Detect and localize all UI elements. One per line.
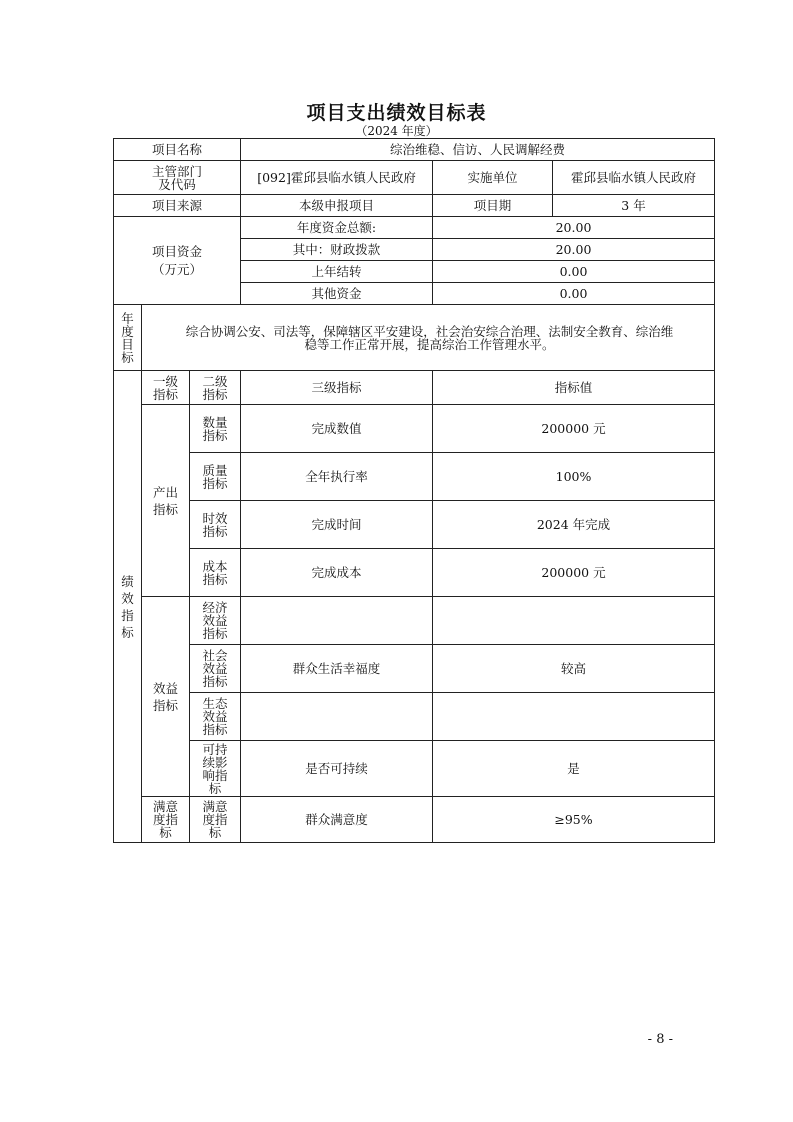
output-label-line: 产出 <box>152 484 178 500</box>
project-period-label: 项目期 <box>433 195 553 217</box>
l2-line: 指标 <box>202 571 228 587</box>
benefit-label-line: 效益 <box>152 680 178 696</box>
quantity-value: 200000 元 <box>433 405 715 453</box>
fund-other-value: 0.00 <box>433 283 715 305</box>
header-level2-line: 指标 <box>202 386 228 402</box>
row-project-name <box>114 139 715 161</box>
timeliness-l3: 完成时间 <box>241 501 433 549</box>
benefit-label-line: 指标 <box>152 697 178 713</box>
objective-label-char: 度 <box>121 323 134 339</box>
header-level2-line: 二级 <box>202 373 228 389</box>
l2-line: 响指 <box>202 767 228 783</box>
l2-line: 指标 <box>202 674 228 689</box>
cost-l3: 完成成本 <box>241 549 433 597</box>
l2-line: 时效 <box>202 510 228 526</box>
economic-indicator-label <box>190 597 241 645</box>
row-benefit-economic <box>114 597 715 645</box>
l2-line: 社会 <box>202 648 228 663</box>
sustainability-indicator-label <box>190 741 241 797</box>
fund-total-value: 20.00 <box>433 217 715 239</box>
funds-label <box>114 217 241 305</box>
row-indicator-header <box>114 371 715 405</box>
timeliness-value: 2024 年完成 <box>433 501 715 549</box>
l2-line: 效益 <box>202 709 228 724</box>
quantity-indicator-label <box>190 405 241 453</box>
ecological-l3 <box>241 693 433 741</box>
performance-label-char: 指 <box>121 607 134 623</box>
satisfaction-value: ≥95% <box>433 797 715 843</box>
l2-line: 标 <box>208 825 222 840</box>
fund-fiscal-label: 其中：财政拨款 <box>241 239 433 261</box>
social-indicator-label <box>190 645 241 693</box>
l2-line: 指标 <box>202 626 228 641</box>
objective-text-line2: 稳等工作正常开展，提高综治工作管理水平。 <box>304 336 555 352</box>
fund-other-label: 其他资金 <box>241 283 433 305</box>
project-name-value: 综治维稳、信访、人民调解经费 <box>241 139 715 161</box>
row-output-cost <box>114 549 715 597</box>
l2-line: 续影 <box>202 754 228 770</box>
satisfaction-label-line: 满意 <box>152 799 178 814</box>
row-output-timeliness <box>114 501 715 549</box>
l2-line: 指标 <box>202 722 228 737</box>
page-title: 项目支出绩效目标表 <box>306 102 487 124</box>
timeliness-indicator-label <box>190 501 241 549</box>
satisfaction-label-line: 度指 <box>152 812 178 827</box>
cost-indicator-label <box>190 549 241 597</box>
satisfaction-l3: 群众满意度 <box>241 797 433 843</box>
fund-carryover-label: 上年结转 <box>241 261 433 283</box>
fund-fiscal-value: 20.00 <box>433 239 715 261</box>
implementing-unit-label: 实施单位 <box>433 161 553 195</box>
department-value: [092]霍邱县临水镇人民政府 <box>241 161 433 195</box>
performance-label-char: 绩 <box>121 573 134 589</box>
l2-line: 满意 <box>202 799 228 814</box>
header-value: 指标值 <box>433 371 715 405</box>
l2-line: 度指 <box>202 812 228 827</box>
header-level3: 三级指标 <box>241 371 433 405</box>
row-output-quality <box>114 453 715 501</box>
funds-label-line2: （万元） <box>152 261 203 277</box>
social-value: 较高 <box>433 645 715 693</box>
objective-label-char: 标 <box>121 349 134 365</box>
l2-line: 效益 <box>202 613 228 628</box>
l2-line: 指标 <box>202 427 228 443</box>
row-benefit-social <box>114 645 715 693</box>
project-source-label: 项目来源 <box>114 195 241 217</box>
fund-carryover-value: 0.00 <box>433 261 715 283</box>
performance-label <box>114 371 142 843</box>
objective-text <box>142 305 715 371</box>
objective-label <box>114 305 142 371</box>
quantity-l3: 完成数值 <box>241 405 433 453</box>
header-level1-line: 指标 <box>152 386 178 402</box>
department-label <box>114 161 241 195</box>
quality-indicator-label <box>190 453 241 501</box>
l2-line: 数量 <box>202 414 228 430</box>
l2-line: 经济 <box>202 600 228 615</box>
output-label-line: 指标 <box>152 501 178 517</box>
cost-value: 200000 元 <box>433 549 715 597</box>
performance-target-table <box>113 138 715 843</box>
l2-line: 可持 <box>202 741 228 757</box>
quality-value: 100% <box>433 453 715 501</box>
row-benefit-sustainability <box>114 741 715 797</box>
sustainability-l3: 是否可持续 <box>241 741 433 797</box>
benefit-indicator-label <box>142 597 190 797</box>
economic-value <box>433 597 715 645</box>
sustainability-value: 是 <box>433 741 715 797</box>
l2-line: 效益 <box>202 661 228 676</box>
l2-line: 质量 <box>202 462 228 478</box>
objective-label-char: 年 <box>121 310 134 326</box>
page-number: - 8 - <box>647 1032 673 1047</box>
output-indicator-label <box>142 405 190 597</box>
row-annual-objective <box>114 305 715 371</box>
row-department <box>114 161 715 195</box>
performance-label-char: 效 <box>121 590 134 606</box>
economic-l3 <box>241 597 433 645</box>
fund-total-label: 年度资金总额: <box>241 217 433 239</box>
l2-line: 生态 <box>202 696 228 711</box>
objective-text-line1: 综合协调公安、司法等，保障辖区平安建设，社会治安综合治理、法制安全教育、综治维 <box>185 323 674 339</box>
objective-label-char: 目 <box>121 336 134 352</box>
quality-l3: 全年执行率 <box>241 453 433 501</box>
header-level1 <box>142 371 190 405</box>
header-level1-line: 一级 <box>152 373 178 389</box>
l2-line: 成本 <box>202 558 228 574</box>
l2-line: 指标 <box>202 523 228 539</box>
row-output-quantity <box>114 405 715 453</box>
project-period-value: 3 年 <box>553 195 715 217</box>
row-benefit-ecological <box>114 693 715 741</box>
project-name-label: 项目名称 <box>114 139 241 161</box>
l2-line: 标 <box>208 780 222 796</box>
funds-label-line1: 项目资金 <box>152 243 203 259</box>
implementing-unit-value: 霍邱县临水镇人民政府 <box>553 161 715 195</box>
header-level2 <box>190 371 241 405</box>
ecological-indicator-label <box>190 693 241 741</box>
performance-label-char: 标 <box>121 624 134 640</box>
satisfaction-l2-label <box>190 797 241 843</box>
row-satisfaction <box>114 797 715 843</box>
department-label-line1: 主管部门 <box>152 163 203 179</box>
satisfaction-indicator-label <box>142 797 190 843</box>
row-project-source <box>114 195 715 217</box>
project-source-value: 本级申报项目 <box>241 195 433 217</box>
row-fund-total <box>114 217 715 239</box>
l2-line: 指标 <box>202 475 228 491</box>
department-label-line2: 及代码 <box>158 176 196 192</box>
page-subtitle: （2024 年度） <box>355 124 438 138</box>
satisfaction-label-line: 标 <box>159 825 172 840</box>
ecological-value <box>433 693 715 741</box>
social-l3: 群众生活幸福度 <box>241 645 433 693</box>
